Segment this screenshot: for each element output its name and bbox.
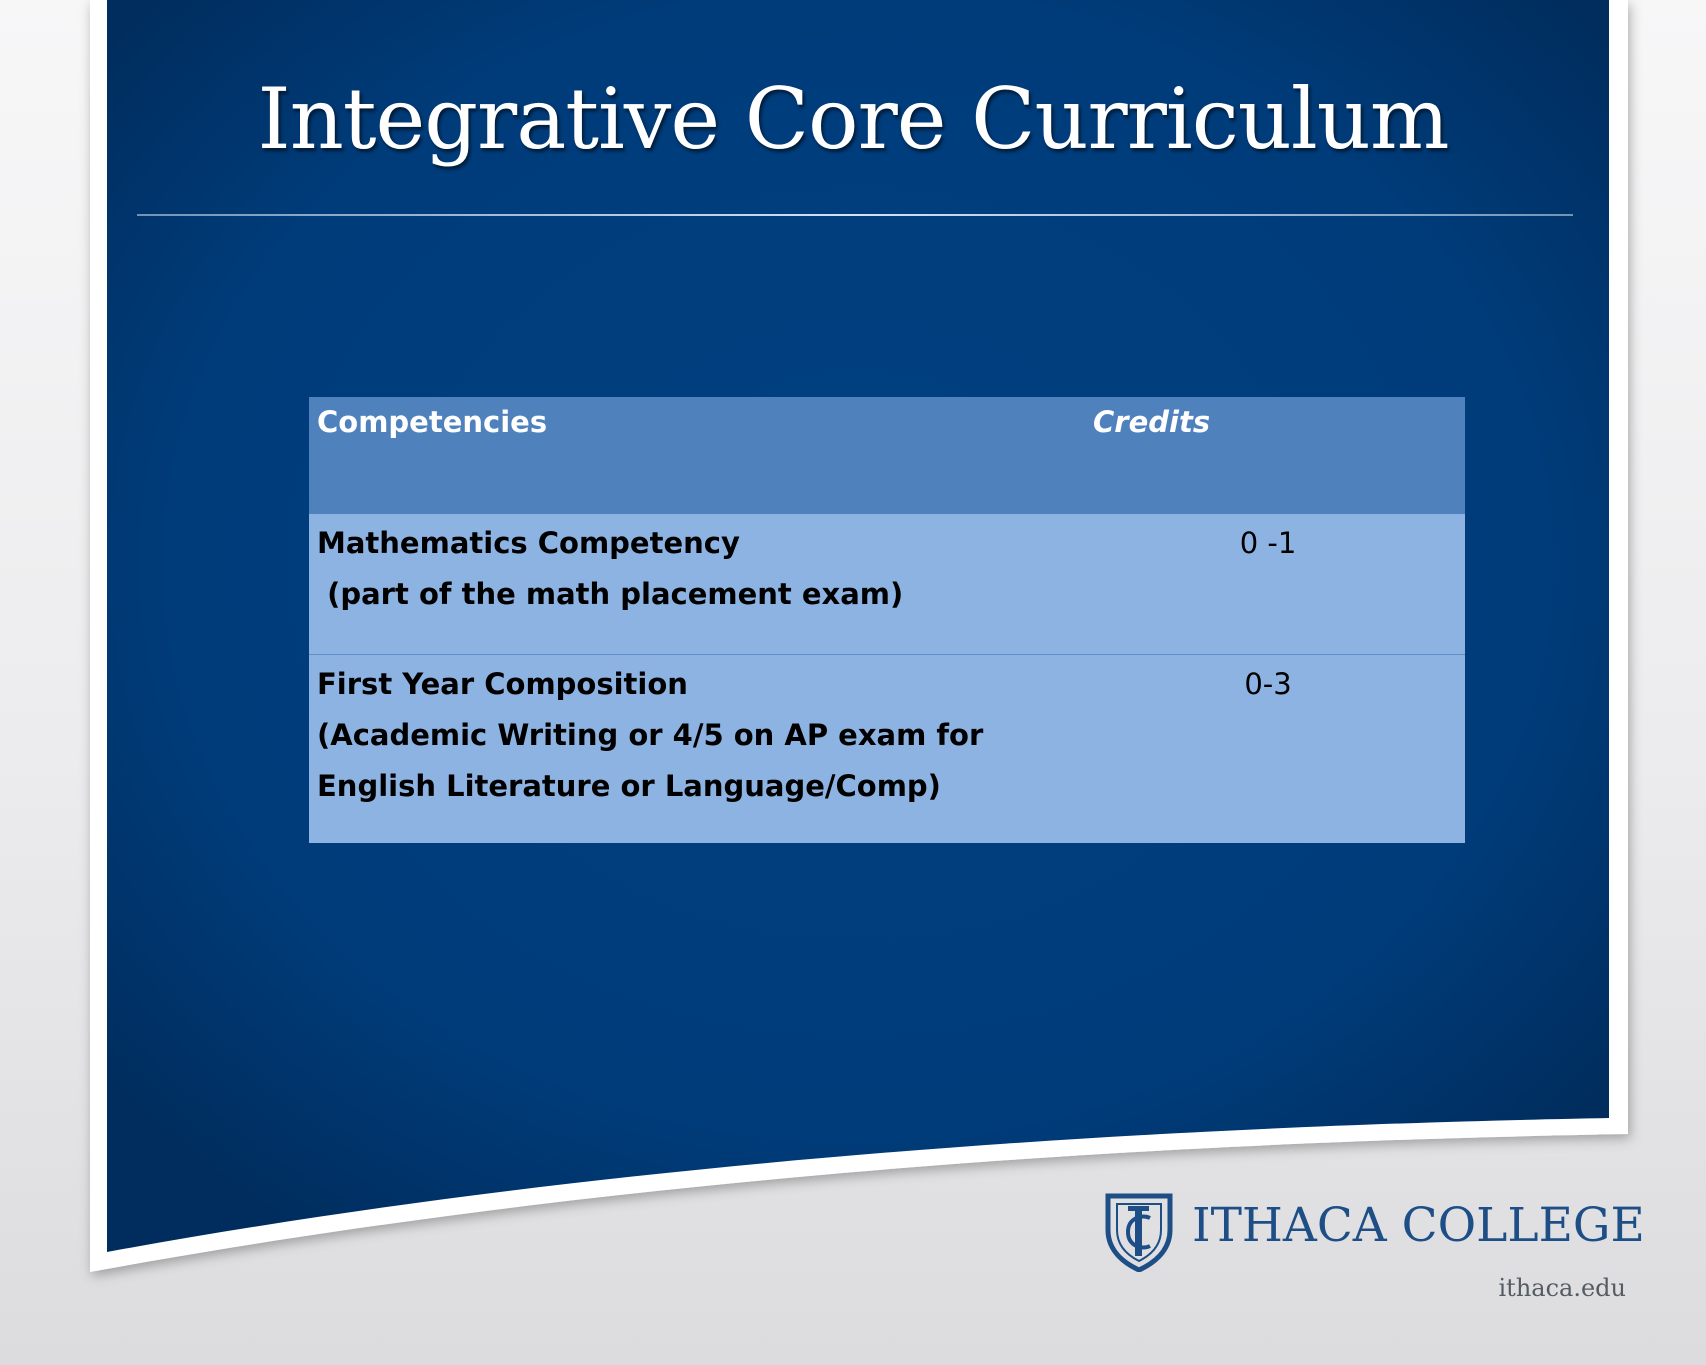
competency-note: English Literature or Language/Comp) bbox=[317, 768, 941, 803]
title-divider bbox=[137, 214, 1573, 216]
credits-cell: 0-3 bbox=[1071, 654, 1465, 843]
credits-cell: 0 -1 bbox=[1071, 514, 1465, 654]
competency-cell bbox=[309, 514, 1071, 654]
college-url: ithaca.edu bbox=[1498, 1274, 1626, 1302]
competency-note: (part of the math placement exam) bbox=[317, 577, 904, 611]
header-credits: Credits bbox=[1093, 405, 1211, 439]
competency-name: Mathematics Competency bbox=[317, 526, 740, 560]
ithaca-college-logo bbox=[1104, 1192, 1645, 1272]
competencies-table bbox=[309, 397, 1465, 843]
competency-note: (Academic Writing or 4/5 on AP exam for bbox=[317, 717, 984, 752]
header-competencies: Competencies bbox=[317, 405, 548, 439]
table-row bbox=[309, 654, 1465, 843]
college-name: ITHACA COLLEGE bbox=[1192, 1198, 1645, 1253]
table-row bbox=[309, 514, 1465, 654]
table-header-row bbox=[309, 397, 1465, 514]
competency-name: First Year Composition bbox=[317, 666, 688, 701]
slide-title: Integrative Core Curriculum bbox=[257, 70, 1449, 168]
competency-cell bbox=[309, 654, 1071, 843]
ithaca-shield-icon bbox=[1104, 1192, 1174, 1272]
